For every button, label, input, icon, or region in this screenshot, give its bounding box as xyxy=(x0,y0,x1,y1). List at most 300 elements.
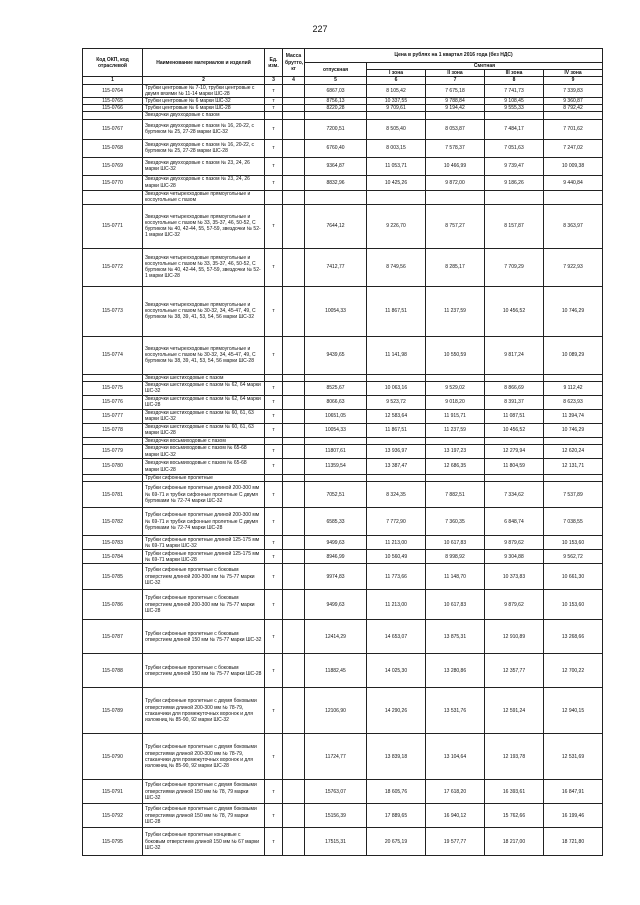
cell-zone-2-price: 11 237,59 xyxy=(426,423,485,437)
cell-name: Трубки сифонные пролетные длиной 200-300 мм № 69-71 и трубки сифонные пролетные С двумя буртиками № 72-74 марки ШС-32 xyxy=(143,482,265,508)
cell-zone-1-price: 11 213,00 xyxy=(367,536,426,550)
cell-unit: т xyxy=(265,381,283,395)
table-row xyxy=(83,409,603,423)
cell-code: 115-0777 xyxy=(83,409,143,423)
cell-zone-3-price: 12 910,89 xyxy=(485,620,544,654)
cell-name: Трубки сифонные пролетные длиной 125-175 мм № 69-71 марки ШС-32 xyxy=(143,536,265,550)
cell-code: 115-0781 xyxy=(83,482,143,508)
table-row xyxy=(83,139,603,157)
cell-empty xyxy=(305,374,367,381)
cell-mass xyxy=(283,445,305,459)
header-zone-2: II зона xyxy=(426,70,485,77)
table-row xyxy=(83,204,603,248)
table-row xyxy=(83,423,603,437)
cell-empty xyxy=(544,437,603,444)
table-row xyxy=(83,508,603,536)
cell-zone-4-price: 12 620,24 xyxy=(544,445,603,459)
cell-empty xyxy=(283,190,305,204)
cell-zone-3-price: 12 193,78 xyxy=(485,734,544,780)
cell-empty xyxy=(544,190,603,204)
cell-unit: т xyxy=(265,654,283,688)
cell-name: Трубки сифонные пролетные с боковым отверстием длиной 150 мм № 75-77 марки ШС-32 xyxy=(143,620,265,654)
cell-unit: т xyxy=(265,445,283,459)
cell-zone-2-price: 8 757,27 xyxy=(426,204,485,248)
cell-zone-3-price: 9 108,45 xyxy=(485,98,544,105)
table-row xyxy=(83,654,603,688)
cell-zone-3-price: 10 456,52 xyxy=(485,286,544,336)
cell-release-price: 15156,39 xyxy=(305,804,367,828)
col-number: 9 xyxy=(544,77,603,84)
cell-empty xyxy=(544,475,603,482)
cell-zone-4-price: 7 339,83 xyxy=(544,84,603,97)
cell-zone-4-price: 10 089,29 xyxy=(544,336,603,374)
cell-unit: т xyxy=(265,175,283,190)
col-number: 4 xyxy=(283,77,305,84)
cell-zone-1-price: 10 560,49 xyxy=(367,550,426,564)
cell-zone-4-price: 8 623,93 xyxy=(544,395,603,409)
cell-code: 115-0790 xyxy=(83,734,143,780)
group-row xyxy=(83,190,603,204)
table-row xyxy=(83,395,603,409)
cell-unit: т xyxy=(265,336,283,374)
cell-zone-2-price: 16 940,12 xyxy=(426,804,485,828)
cell-release-price: 8066,63 xyxy=(305,395,367,409)
cell-code: 115-0791 xyxy=(83,780,143,804)
cell-zone-4-price: 10 746,29 xyxy=(544,286,603,336)
cell-empty xyxy=(367,112,426,119)
col-number: 6 xyxy=(367,77,426,84)
cell-name: Трубки центровые № 7-10, трубки центровые с двумя вязями № 11-14 марки ШС-28 xyxy=(143,84,265,97)
cell-name: Трубки сифонные пролетные с боковым отверстием длиной 200-300 мм № 75-77 марки ШС-28 xyxy=(143,590,265,620)
cell-mass xyxy=(283,395,305,409)
cell-zone-2-price: 13 531,76 xyxy=(426,688,485,734)
cell-mass xyxy=(283,508,305,536)
cell-code: 115-0786 xyxy=(83,590,143,620)
cell-empty xyxy=(367,190,426,204)
table-row xyxy=(83,688,603,734)
cell-zone-1-price: 14 025,30 xyxy=(367,654,426,688)
cell-zone-1-price: 11 213,00 xyxy=(367,590,426,620)
cell-zone-2-price: 9 788,84 xyxy=(426,98,485,105)
cell-empty xyxy=(305,437,367,444)
cell-code: 115-0782 xyxy=(83,508,143,536)
cell-name: Звездочки восьмиходовые с пазом № 65-68 марки ШС-32 xyxy=(143,445,265,459)
cell-zone-4-price: 9 112,42 xyxy=(544,381,603,395)
cell-release-price: 12414,29 xyxy=(305,620,367,654)
cell-code: 115-0766 xyxy=(83,105,143,112)
cell-code: 115-0770 xyxy=(83,175,143,190)
header-price-group: Цена в рублях на 1 квартал 2016 года (без НДС) xyxy=(305,49,603,63)
header-release: отпускная xyxy=(305,63,367,77)
cell-zone-2-price: 7 675,18 xyxy=(426,84,485,97)
cell-zone-4-price: 7 922,93 xyxy=(544,248,603,286)
cell-unit: т xyxy=(265,804,283,828)
cell-empty xyxy=(426,374,485,381)
header-zone-3: III зона xyxy=(485,70,544,77)
cell-release-price: 6585,33 xyxy=(305,508,367,536)
cell-code: 115-0792 xyxy=(83,804,143,828)
cell-zone-1-price: 20 675,19 xyxy=(367,828,426,856)
cell-unit: т xyxy=(265,828,283,856)
cell-release-price: 10651,05 xyxy=(305,409,367,423)
cell-zone-4-price: 12 700,22 xyxy=(544,654,603,688)
table-row xyxy=(83,734,603,780)
table-row xyxy=(83,550,603,564)
cell-name: Трубки сифонные пролетные длиной 200-300 мм № 69-71 и трубки сифонные пролетные С двумя буртиками № 72-74 марки ШС-28 xyxy=(143,508,265,536)
cell-zone-2-price: 13 104,64 xyxy=(426,734,485,780)
table-header xyxy=(83,49,603,85)
cell-zone-3-price: 8 866,69 xyxy=(485,381,544,395)
cell-zone-1-price: 10 063,16 xyxy=(367,381,426,395)
cell-zone-1-price: 11 867,51 xyxy=(367,286,426,336)
cell-zone-3-price: 12 357,77 xyxy=(485,654,544,688)
cell-mass xyxy=(283,564,305,590)
cell-zone-4-price: 7 701,62 xyxy=(544,119,603,139)
table-row xyxy=(83,536,603,550)
header-unit: Ед. изм. xyxy=(265,49,283,77)
cell-empty xyxy=(485,475,544,482)
table-row xyxy=(83,381,603,395)
cell-empty xyxy=(265,112,283,119)
cell-empty xyxy=(283,112,305,119)
cell-zone-1-price: 8 105,42 xyxy=(367,84,426,97)
cell-unit: т xyxy=(265,459,283,475)
cell-zone-1-price: 10 425,26 xyxy=(367,175,426,190)
cell-unit: т xyxy=(265,139,283,157)
cell-mass xyxy=(283,98,305,105)
cell-code: 115-0765 xyxy=(83,98,143,105)
cell-code: 115-0783 xyxy=(83,536,143,550)
cell-empty xyxy=(265,190,283,204)
cell-name: Трубки сифонные пролетные с двумя боковыми отверстиями длиной 150 мм № 78, 79 марки ШС-32 xyxy=(143,780,265,804)
cell-code: 115-0779 xyxy=(83,445,143,459)
cell-zone-1-price: 11 773,66 xyxy=(367,564,426,590)
cell-mass xyxy=(283,590,305,620)
table-row xyxy=(83,828,603,856)
cell-zone-2-price: 7 360,35 xyxy=(426,508,485,536)
col-number: 7 xyxy=(426,77,485,84)
cell-empty xyxy=(426,190,485,204)
cell-zone-2-price: 7 882,51 xyxy=(426,482,485,508)
cell-name: Трубки сифонные пролетные длиной 125-175 мм № 69-71 марки ШС-28 xyxy=(143,550,265,564)
table-row xyxy=(83,780,603,804)
cell-zone-3-price: 7 709,29 xyxy=(485,248,544,286)
cell-zone-2-price: 13 875,31 xyxy=(426,620,485,654)
cell-code: 115-0785 xyxy=(83,564,143,590)
cell-release-price: 7644,12 xyxy=(305,204,367,248)
cell-zone-1-price: 9 523,72 xyxy=(367,395,426,409)
cell-empty xyxy=(305,475,367,482)
cell-unit: т xyxy=(265,395,283,409)
cell-empty xyxy=(485,190,544,204)
cell-zone-4-price: 8 792,42 xyxy=(544,105,603,112)
cell-zone-3-price: 11 087,51 xyxy=(485,409,544,423)
cell-zone-3-price: 10 456,52 xyxy=(485,423,544,437)
cell-code: 115-0780 xyxy=(83,459,143,475)
cell-unit: т xyxy=(265,157,283,175)
cell-zone-2-price: 10 550,59 xyxy=(426,336,485,374)
cell-name: Звездочки двухходовые с пазом № 16, 20-22, с буртиком № 25, 27-28 марки ШС-32 xyxy=(143,119,265,139)
cell-unit: т xyxy=(265,482,283,508)
table-row xyxy=(83,119,603,139)
cell-unit: т xyxy=(265,620,283,654)
cell-zone-1-price: 13 936,97 xyxy=(367,445,426,459)
cell-code: 115-0771 xyxy=(83,204,143,248)
cell-code: 115-0787 xyxy=(83,620,143,654)
cell-zone-1-price: 10 337,55 xyxy=(367,98,426,105)
cell-zone-2-price: 19 577,77 xyxy=(426,828,485,856)
cell-mass xyxy=(283,620,305,654)
cell-code: 115-0767 xyxy=(83,119,143,139)
cell-release-price: 9499,63 xyxy=(305,590,367,620)
cell-zone-1-price: 11 053,71 xyxy=(367,157,426,175)
page-number: 227 xyxy=(312,24,328,34)
cell-release-price: 9439,65 xyxy=(305,336,367,374)
cell-unit: т xyxy=(265,564,283,590)
group-title: Трубки сифонные пролетные xyxy=(143,475,265,482)
group-title: Звездочки четырехходовые прямоугольные и косоугольные с пазом xyxy=(143,190,265,204)
cell-release-price: 7052,51 xyxy=(305,482,367,508)
cell-zone-3-price: 18 217,00 xyxy=(485,828,544,856)
cell-name: Звездочки двухходовые с пазом № 23, 24, 26 марки ШС-32 xyxy=(143,157,265,175)
cell-release-price: 7200,51 xyxy=(305,119,367,139)
cell-zone-2-price: 9 872,00 xyxy=(426,175,485,190)
cell-empty xyxy=(367,437,426,444)
cell-zone-3-price: 12 591,24 xyxy=(485,688,544,734)
cell-empty xyxy=(426,475,485,482)
cell-name: Звездочки шестиходовые с пазом № 60, 61, 63 марки ШС-32 xyxy=(143,409,265,423)
cell-name: Трубки сифонные пролетные с боковым отверстием длиной 150 мм № 75-77 марки ШС-28 xyxy=(143,654,265,688)
cell-unit: т xyxy=(265,409,283,423)
cell-mass xyxy=(283,84,305,97)
cell-zone-3-price: 6 848,74 xyxy=(485,508,544,536)
cell-zone-1-price: 8 324,35 xyxy=(367,482,426,508)
cell-mass xyxy=(283,688,305,734)
cell-zone-4-price: 18 721,80 xyxy=(544,828,603,856)
cell-zone-3-price: 7 334,62 xyxy=(485,482,544,508)
cell-zone-2-price: 11 237,59 xyxy=(426,286,485,336)
cell-zone-3-price: 15 762,66 xyxy=(485,804,544,828)
cell-zone-1-price: 8 505,40 xyxy=(367,119,426,139)
price-table xyxy=(82,48,603,856)
cell-mass xyxy=(283,734,305,780)
cell-zone-2-price: 9 529,02 xyxy=(426,381,485,395)
cell-zone-3-price: 7 741,73 xyxy=(485,84,544,97)
cell-empty xyxy=(265,437,283,444)
cell-zone-4-price: 10 009,38 xyxy=(544,157,603,175)
cell-zone-2-price: 9 018,20 xyxy=(426,395,485,409)
cell-zone-1-price: 7 772,90 xyxy=(367,508,426,536)
cell-release-price: 10054,33 xyxy=(305,286,367,336)
cell-zone-3-price: 9 555,33 xyxy=(485,105,544,112)
cell-zone-1-price: 9 226,70 xyxy=(367,204,426,248)
cell-unit: т xyxy=(265,423,283,437)
cell-unit: т xyxy=(265,119,283,139)
col-number: 1 xyxy=(83,77,143,84)
cell-unit: т xyxy=(265,590,283,620)
cell-zone-4-price: 9 562,72 xyxy=(544,550,603,564)
cell-release-price: 10054,33 xyxy=(305,423,367,437)
group-title: Звездочки шестиходовые с пазом xyxy=(143,374,265,381)
cell-zone-2-price: 11 148,70 xyxy=(426,564,485,590)
cell-empty xyxy=(283,475,305,482)
table-row xyxy=(83,336,603,374)
cell-name: Звездочки четырехходовые прямоугольные и косоугольные с пазом № 30-32, 34, 45-47, 49, С буртиком № 38, 39, 41, 53, 54, 56 марки ШС-32 xyxy=(143,286,265,336)
cell-release-price: 9364,87 xyxy=(305,157,367,175)
cell-zone-2-price: 11 915,71 xyxy=(426,409,485,423)
cell-zone-4-price: 10 153,60 xyxy=(544,536,603,550)
cell-mass xyxy=(283,204,305,248)
cell-mass xyxy=(283,423,305,437)
cell-zone-1-price: 18 605,76 xyxy=(367,780,426,804)
cell-zone-2-price: 13 197,23 xyxy=(426,445,485,459)
cell-code xyxy=(83,374,143,381)
cell-unit: т xyxy=(265,84,283,97)
cell-release-price: 8946,99 xyxy=(305,550,367,564)
cell-zone-1-price: 14 653,07 xyxy=(367,620,426,654)
cell-zone-1-price: 14 290,26 xyxy=(367,688,426,734)
cell-mass xyxy=(283,248,305,286)
cell-release-price: 7412,77 xyxy=(305,248,367,286)
cell-code: 115-0784 xyxy=(83,550,143,564)
cell-zone-3-price: 8 391,37 xyxy=(485,395,544,409)
cell-zone-2-price: 7 578,37 xyxy=(426,139,485,157)
cell-empty xyxy=(544,374,603,381)
cell-release-price: 11359,54 xyxy=(305,459,367,475)
cell-zone-4-price: 10 153,60 xyxy=(544,590,603,620)
cell-code: 115-0778 xyxy=(83,423,143,437)
cell-name: Звездочки четырехходовые прямоугольные и косоугольные с пазом № 33, 35-37, 46, 50-52, С буртиком № 40, 42-44, 55, 57-59, звездочки № 52-1 марки ШС-28 xyxy=(143,248,265,286)
cell-empty xyxy=(265,374,283,381)
cell-zone-1-price: 11 141,98 xyxy=(367,336,426,374)
cell-zone-4-price: 8 363,97 xyxy=(544,204,603,248)
group-title: Звездочки восьмиходовые с пазом xyxy=(143,437,265,444)
cell-zone-1-price: 11 867,51 xyxy=(367,423,426,437)
cell-mass xyxy=(283,157,305,175)
cell-code xyxy=(83,437,143,444)
cell-name: Трубки сифонные пролетные концевые с боковым отверстием длиной 150 мм № 67 марки ШС-32 xyxy=(143,828,265,856)
cell-empty xyxy=(367,475,426,482)
cell-zone-4-price: 13 268,66 xyxy=(544,620,603,654)
cell-zone-3-price: 10 373,83 xyxy=(485,564,544,590)
cell-zone-3-price: 9 879,62 xyxy=(485,536,544,550)
cell-zone-3-price: 8 157,87 xyxy=(485,204,544,248)
cell-unit: т xyxy=(265,508,283,536)
cell-zone-1-price: 17 889,65 xyxy=(367,804,426,828)
cell-zone-2-price: 13 280,86 xyxy=(426,654,485,688)
cell-code: 115-0774 xyxy=(83,336,143,374)
cell-zone-3-price: 9 304,88 xyxy=(485,550,544,564)
cell-mass xyxy=(283,780,305,804)
cell-name: Звездочки четырехходовые прямоугольные и косоугольные с пазом № 33, 35-37, 46, 50-52, С буртиком № 40, 42-44, 55, 57-59, звездочки № 52-1 марки ШС-32 xyxy=(143,204,265,248)
table-row xyxy=(83,445,603,459)
cell-zone-4-price: 12 940,15 xyxy=(544,688,603,734)
cell-zone-4-price: 10 661,30 xyxy=(544,564,603,590)
cell-mass xyxy=(283,536,305,550)
table-row xyxy=(83,804,603,828)
cell-zone-1-price: 9 709,61 xyxy=(367,105,426,112)
group-row xyxy=(83,112,603,119)
cell-name: Трубки сифонные пролетные с двумя боковыми отверстиями длиной 200-300 мм № 78-79, стаканчики для промежуточных воронок и для изложниц № 85-90, 92 марки ШС-28 xyxy=(143,734,265,780)
cell-zone-3-price: 16 393,61 xyxy=(485,780,544,804)
cell-zone-2-price: 12 686,35 xyxy=(426,459,485,475)
cell-name: Звездочки двухходовые с пазом № 16, 20-22, с буртиком № 25, 27-28 марки ШС-28 xyxy=(143,139,265,157)
cell-name: Трубки центровые № 6 марки ШС-28 xyxy=(143,105,265,112)
cell-name: Звездочки шестиходовые с пазом № 60, 61, 63 марки ШС-28 xyxy=(143,423,265,437)
cell-release-price: 11724,77 xyxy=(305,734,367,780)
cell-code: 115-0775 xyxy=(83,381,143,395)
cell-zone-2-price: 17 618,20 xyxy=(426,780,485,804)
header-estimate: Сметная xyxy=(367,63,603,70)
cell-zone-4-price: 16 847,91 xyxy=(544,780,603,804)
cell-zone-4-price: 7 537,89 xyxy=(544,482,603,508)
cell-zone-2-price: 10 617,83 xyxy=(426,536,485,550)
cell-empty xyxy=(283,374,305,381)
cell-code: 115-0769 xyxy=(83,157,143,175)
cell-zone-4-price: 10 746,29 xyxy=(544,423,603,437)
cell-mass xyxy=(283,381,305,395)
cell-zone-3-price: 9 879,62 xyxy=(485,590,544,620)
cell-unit: т xyxy=(265,550,283,564)
cell-zone-4-price: 11 394,74 xyxy=(544,409,603,423)
cell-mass xyxy=(283,139,305,157)
cell-unit: т xyxy=(265,204,283,248)
cell-empty xyxy=(544,112,603,119)
table-row xyxy=(83,482,603,508)
cell-code: 115-0764 xyxy=(83,84,143,97)
cell-unit: т xyxy=(265,98,283,105)
cell-zone-4-price: 9 440,84 xyxy=(544,175,603,190)
cell-zone-1-price: 12 583,64 xyxy=(367,409,426,423)
cell-zone-1-price: 8 003,15 xyxy=(367,139,426,157)
cell-mass xyxy=(283,482,305,508)
table-row xyxy=(83,459,603,475)
cell-zone-2-price: 9 194,42 xyxy=(426,105,485,112)
cell-unit: т xyxy=(265,248,283,286)
cell-code: 115-0773 xyxy=(83,286,143,336)
cell-name: Трубки сифонные пролетные с двумя боковыми отверстиями длиной 200-300 мм № 78-79, стаканчики для промежуточных воронок и для изложниц № 85-90, 92 марки ШС-32 xyxy=(143,688,265,734)
col-number: 2 xyxy=(143,77,265,84)
cell-zone-3-price: 9 817,24 xyxy=(485,336,544,374)
cell-mass xyxy=(283,286,305,336)
table-row xyxy=(83,590,603,620)
cell-release-price: 9499,63 xyxy=(305,536,367,550)
cell-mass xyxy=(283,336,305,374)
cell-code: 115-0776 xyxy=(83,395,143,409)
cell-mass xyxy=(283,105,305,112)
cell-unit: т xyxy=(265,688,283,734)
cell-release-price: 8525,67 xyxy=(305,381,367,395)
cell-zone-3-price: 11 804,59 xyxy=(485,459,544,475)
cell-release-price: 8832,96 xyxy=(305,175,367,190)
table-row xyxy=(83,620,603,654)
cell-release-price: 8756,13 xyxy=(305,98,367,105)
cell-mass xyxy=(283,828,305,856)
table-row xyxy=(83,98,603,105)
cell-zone-3-price: 9 739,47 xyxy=(485,157,544,175)
cell-release-price: 17515,31 xyxy=(305,828,367,856)
cell-release-price: 11882,45 xyxy=(305,654,367,688)
cell-mass xyxy=(283,409,305,423)
cell-code: 115-0788 xyxy=(83,654,143,688)
cell-zone-3-price: 12 279,94 xyxy=(485,445,544,459)
cell-name: Звездочки двухходовые с пазом № 23, 24, 26 марки ШС-28 xyxy=(143,175,265,190)
cell-unit: т xyxy=(265,734,283,780)
group-row xyxy=(83,475,603,482)
cell-name: Звездочки восьмиходовые с пазом № 65-68 марки ШС-28 xyxy=(143,459,265,475)
header-mass: Масса брутто, кг xyxy=(283,49,305,77)
cell-code xyxy=(83,112,143,119)
